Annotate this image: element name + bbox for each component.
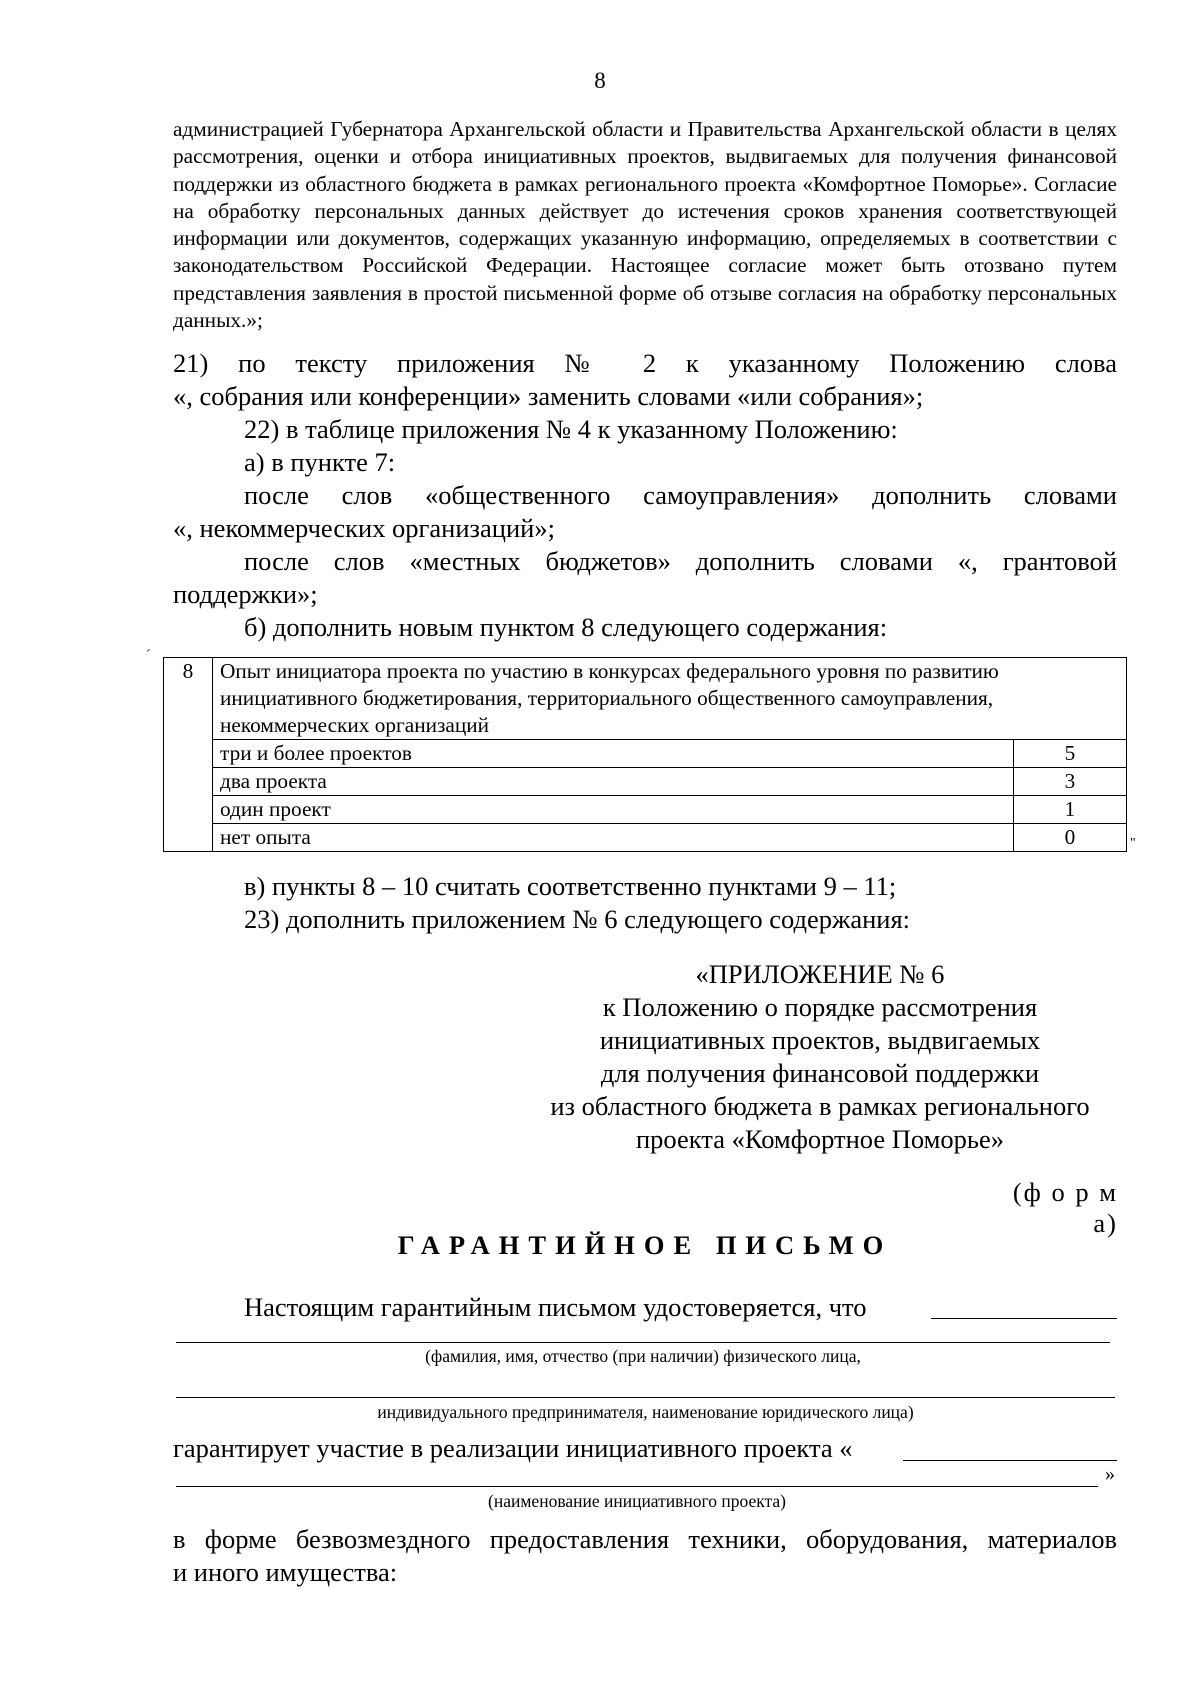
item-21-line-1: 21) по тексту приложения № 2 к указанному Положению слова xyxy=(173,348,1117,378)
appendix-header-line: инициативных проектов, выдвигаемых xyxy=(599,1025,1041,1055)
closing-guillemet: » xyxy=(1105,1463,1115,1485)
intro-paragraph: администрацией Губернатора Архангельской области и Правительства Архангельской области в целях рассмотрения, оценки и отбора инициативных проектов, выдвигаемых для получения финансовой поддержки из областного бюджета в рамках регионального проекта «Комфортное Поморье». Согласие на обработку персональных данных действует до истечения сроков хранения соответствующей информации или документов, содержащих указанную информацию, определяемых в соответствии с законодательством Российской Федерации. Настоящее согласие может быть отозвано путем представления заявления в простой письменной форме об отзыве согласия на обработку персональных данных.»; xyxy=(173,117,1117,333)
option-score: 1 xyxy=(1014,796,1127,824)
item-22a-para-1-line-2: «, некоммерческих организаций»; xyxy=(173,513,555,543)
option-label: два проекта xyxy=(213,768,1014,796)
letter-line-3-2: и иного имущества: xyxy=(173,1557,398,1587)
appendix-header-line: «ПРИЛОЖЕНИЕ № 6 xyxy=(695,959,945,989)
letter-title: ГАРАНТИЙНОЕ ПИСЬМО xyxy=(397,1230,893,1260)
item-22a-para-2-line-2: поддержки»; xyxy=(173,579,318,609)
item-22v: в) пункты 8 – 10 считать соответственно пунктами 9 – 11; xyxy=(244,871,897,901)
criteria-table xyxy=(163,657,1127,852)
appendix-header xyxy=(520,958,1120,1156)
appendix-header-line: к Положению о порядке рассмотрения xyxy=(602,992,1038,1022)
appendix-header-line: для получения финансовой поддержки xyxy=(600,1058,1040,1088)
item-22: 22) в таблице приложения № 4 к указанному Положению: xyxy=(244,414,898,444)
item-23: 23) дополнить приложением № 6 следующего содержания: xyxy=(244,904,911,934)
option-score: 3 xyxy=(1014,768,1127,796)
criterion-text: Опыт инициатора проекта по участию в конкурсах федерального уровня по развитию инициативного бюджетирования, территориального общественного самоуправления, некоммерческих организаций xyxy=(213,658,1127,740)
letter-line-1: Настоящим гарантийным письмом удостоверяется, что xyxy=(244,1292,867,1322)
option-label: три и более проектов xyxy=(213,740,1014,768)
appendix-header-line: из областного бюджета в рамках регионального xyxy=(550,1091,1090,1121)
caption-project: (наименование инициативного проекта) xyxy=(488,1491,786,1511)
letter-line-3-1: в форме безвозмездного предоставления техники, оборудования, материалов xyxy=(173,1524,1117,1554)
fill-line-5 xyxy=(176,1486,1098,1487)
item-22a-para-2-line-1: после слов «местных бюджетов» дополнить словами «, грантовой xyxy=(244,546,1117,576)
option-label: один проект xyxy=(213,796,1014,824)
caption-person: (фамилия, имя, отчество (при наличии) физического лица, xyxy=(425,1346,861,1366)
fill-line-1 xyxy=(931,1318,1117,1319)
table-row xyxy=(164,768,1127,796)
table-row xyxy=(164,796,1127,824)
page-number: 8 xyxy=(594,68,606,93)
table-closing-quote: " xyxy=(1130,836,1136,851)
caption-entrepreneur: индивидуального предпринимателя, наименование юридического лица) xyxy=(377,1402,914,1422)
item-22a-para-1-line-1: после слов «общественного самоуправления» дополнить словами xyxy=(244,480,1117,510)
letter-line-2: гарантирует участие в реализации инициативного проекта « xyxy=(173,1433,853,1463)
option-score: 5 xyxy=(1014,740,1127,768)
table-opening-mark: ˊ xyxy=(146,648,151,663)
table-row xyxy=(164,824,1127,852)
item-21-line-2: «, собрания или конференции» заменить словами «или собрания»; xyxy=(173,381,924,411)
table-row xyxy=(164,740,1127,768)
item-22b: б) дополнить новым пунктом 8 следующего содержания: xyxy=(244,612,888,642)
option-score: 0 xyxy=(1014,824,1127,852)
form-label: (ф о р м а) xyxy=(1012,1177,1118,1238)
fill-line-4 xyxy=(903,1460,1117,1461)
fill-line-2 xyxy=(176,1342,1110,1343)
fill-line-3 xyxy=(176,1397,1115,1398)
item-22a: а) в пункте 7: xyxy=(244,447,396,477)
criterion-number: 8 xyxy=(164,658,213,852)
option-label: нет опыта xyxy=(213,824,1014,852)
table-row xyxy=(164,658,1127,740)
appendix-header-line: проекта «Комфортное Поморье» xyxy=(636,1124,1004,1154)
